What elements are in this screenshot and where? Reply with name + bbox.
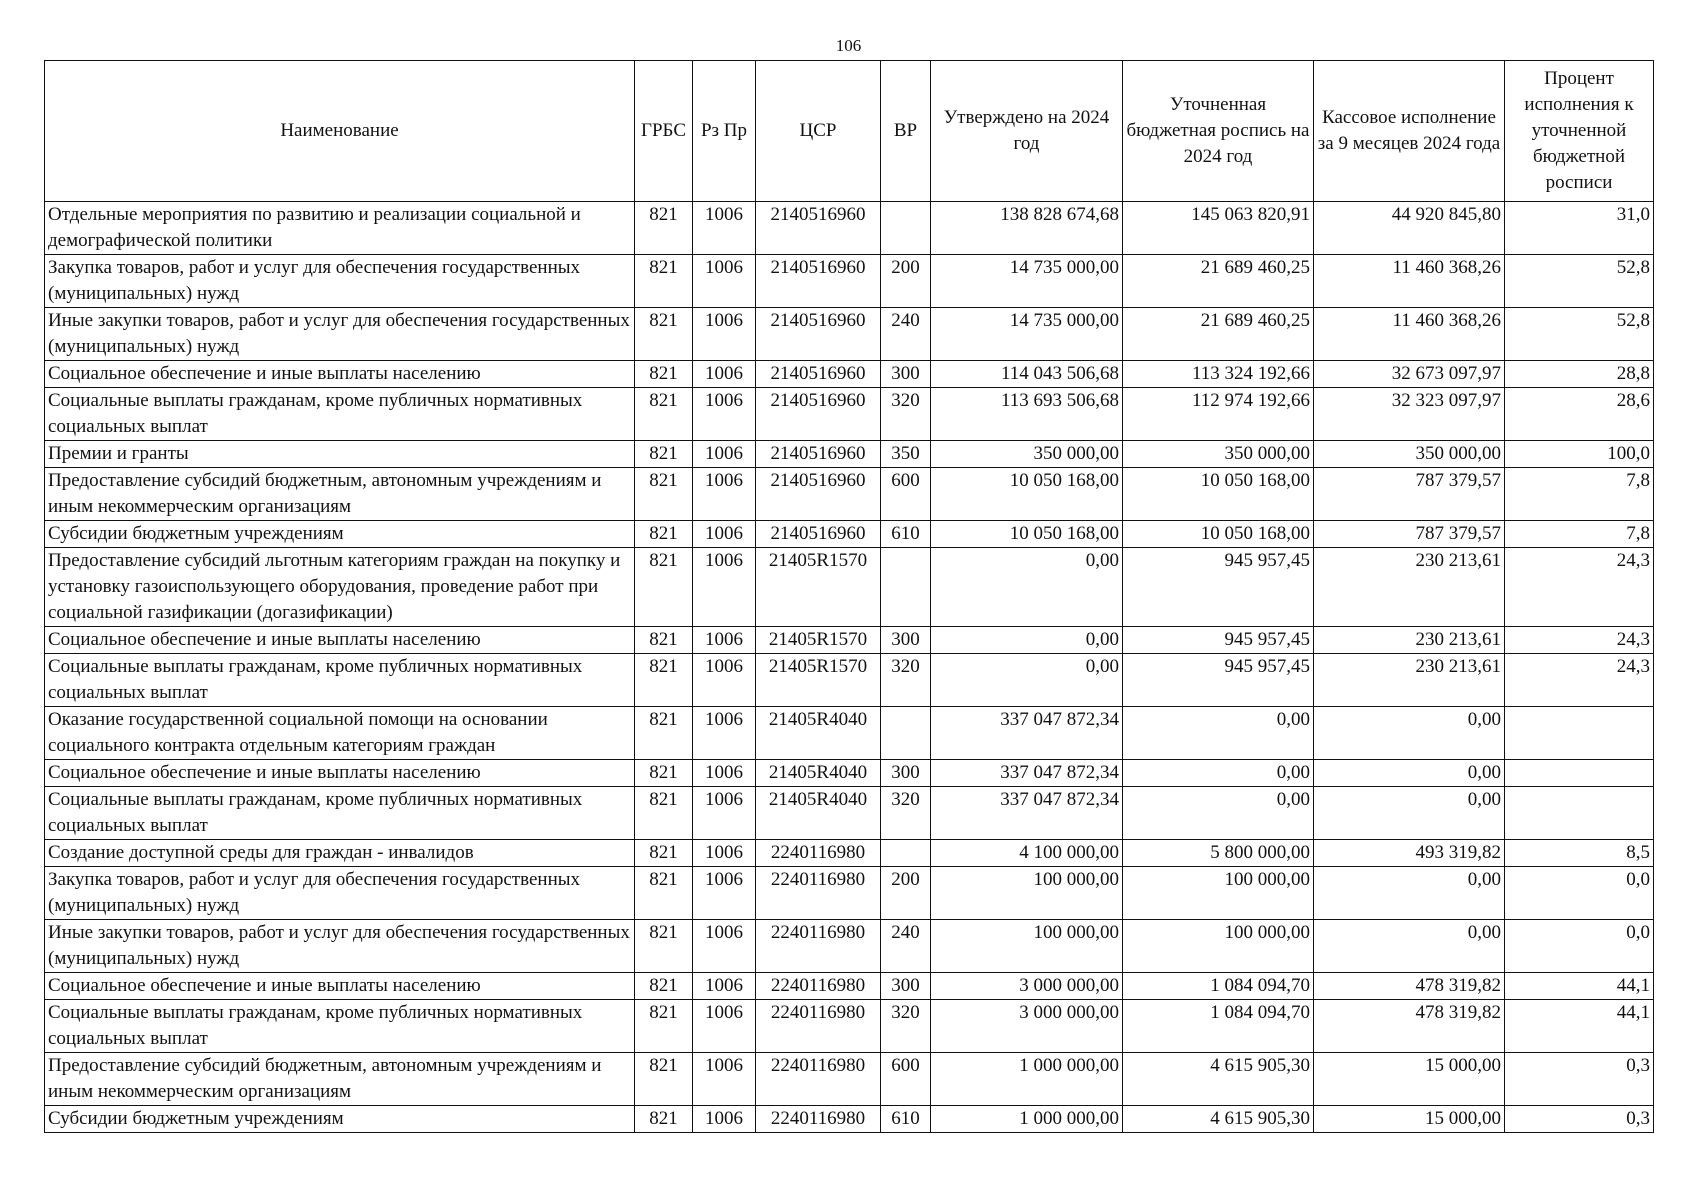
percent-cell: 52,8 xyxy=(1505,255,1654,308)
approved-cell: 350 000,00 xyxy=(931,441,1123,468)
revised-cell: 1 084 094,70 xyxy=(1123,973,1314,1000)
vr-cell: 320 xyxy=(881,654,931,707)
revised-cell: 945 957,45 xyxy=(1123,548,1314,627)
approved-cell: 0,00 xyxy=(931,548,1123,627)
csr-cell: 2140516960 xyxy=(756,388,881,441)
rzpr-cell: 1006 xyxy=(693,1053,756,1106)
rzpr-cell: 1006 xyxy=(693,308,756,361)
name-cell: Предоставление субсидий бюджетным, автономным учреждениям и иным некоммерческим организациям xyxy=(45,1053,635,1106)
vr-cell: 320 xyxy=(881,1000,931,1053)
name-cell: Социальные выплаты гражданам, кроме публичных нормативных социальных выплат xyxy=(45,787,635,840)
grbs-cell: 821 xyxy=(635,1000,693,1053)
rzpr-cell: 1006 xyxy=(693,627,756,654)
csr-cell: 21405R4040 xyxy=(756,760,881,787)
csr-cell: 2240116980 xyxy=(756,1053,881,1106)
csr-cell: 2240116980 xyxy=(756,920,881,973)
column-header-csr: ЦСР xyxy=(756,61,881,202)
vr-cell: 200 xyxy=(881,867,931,920)
column-header-revised: Уточненная бюджетная роспись на 2024 год xyxy=(1123,61,1314,202)
table-row xyxy=(45,973,1654,1000)
rzpr-cell: 1006 xyxy=(693,468,756,521)
approved-cell: 1 000 000,00 xyxy=(931,1053,1123,1106)
approved-cell: 337 047 872,34 xyxy=(931,707,1123,760)
cash-execution-cell: 44 920 845,80 xyxy=(1314,202,1505,255)
csr-cell: 2140516960 xyxy=(756,441,881,468)
percent-cell: 24,3 xyxy=(1505,654,1654,707)
grbs-cell: 821 xyxy=(635,521,693,548)
name-cell: Социальные выплаты гражданам, кроме публичных нормативных социальных выплат xyxy=(45,388,635,441)
revised-cell: 945 957,45 xyxy=(1123,627,1314,654)
cash-execution-cell: 0,00 xyxy=(1314,787,1505,840)
approved-cell: 10 050 168,00 xyxy=(931,521,1123,548)
vr-cell xyxy=(881,707,931,760)
name-cell: Предоставление субсидий бюджетным, автономным учреждениям и иным некоммерческим организациям xyxy=(45,468,635,521)
cash-execution-cell: 787 379,57 xyxy=(1314,468,1505,521)
rzpr-cell: 1006 xyxy=(693,973,756,1000)
cash-execution-cell: 478 319,82 xyxy=(1314,1000,1505,1053)
grbs-cell: 821 xyxy=(635,468,693,521)
vr-cell: 350 xyxy=(881,441,931,468)
revised-cell: 10 050 168,00 xyxy=(1123,468,1314,521)
revised-cell: 21 689 460,25 xyxy=(1123,308,1314,361)
rzpr-cell: 1006 xyxy=(693,361,756,388)
cash-execution-cell: 230 213,61 xyxy=(1314,548,1505,627)
approved-cell: 1 000 000,00 xyxy=(931,1106,1123,1133)
grbs-cell: 821 xyxy=(635,707,693,760)
percent-cell: 100,0 xyxy=(1505,441,1654,468)
rzpr-cell: 1006 xyxy=(693,1000,756,1053)
table-row xyxy=(45,388,1654,441)
csr-cell: 2140516960 xyxy=(756,468,881,521)
name-cell: Предоставление субсидий льготным категориям граждан на покупку и установку газоиспользующего оборудования, проведение работ при социальной газификации (догазификации) xyxy=(45,548,635,627)
rzpr-cell: 1006 xyxy=(693,388,756,441)
percent-cell: 7,8 xyxy=(1505,468,1654,521)
table-row xyxy=(45,867,1654,920)
percent-cell: 7,8 xyxy=(1505,521,1654,548)
table-row xyxy=(45,308,1654,361)
csr-cell: 2140516960 xyxy=(756,255,881,308)
approved-cell: 337 047 872,34 xyxy=(931,760,1123,787)
table-row xyxy=(45,1053,1654,1106)
cash-execution-cell: 15 000,00 xyxy=(1314,1053,1505,1106)
percent-cell: 31,0 xyxy=(1505,202,1654,255)
percent-cell: 0,0 xyxy=(1505,920,1654,973)
revised-cell: 0,00 xyxy=(1123,707,1314,760)
rzpr-cell: 1006 xyxy=(693,441,756,468)
name-cell: Иные закупки товаров, работ и услуг для обеспечения государственных (муниципальных) нужд xyxy=(45,308,635,361)
vr-cell: 300 xyxy=(881,973,931,1000)
approved-cell: 337 047 872,34 xyxy=(931,787,1123,840)
csr-cell: 21405R1570 xyxy=(756,548,881,627)
csr-cell: 2140516960 xyxy=(756,308,881,361)
approved-cell: 114 043 506,68 xyxy=(931,361,1123,388)
name-cell: Оказание государственной социальной помощи на основании социального контракта отдельным категориям граждан xyxy=(45,707,635,760)
cash-execution-cell: 478 319,82 xyxy=(1314,973,1505,1000)
table-row xyxy=(45,1000,1654,1053)
column-header-grbs: ГРБС xyxy=(635,61,693,202)
percent-cell: 0,3 xyxy=(1505,1053,1654,1106)
revised-cell: 4 615 905,30 xyxy=(1123,1106,1314,1133)
csr-cell: 21405R1570 xyxy=(756,627,881,654)
revised-cell: 145 063 820,91 xyxy=(1123,202,1314,255)
percent-cell: 44,1 xyxy=(1505,1000,1654,1053)
percent-cell: 28,8 xyxy=(1505,361,1654,388)
revised-cell: 945 957,45 xyxy=(1123,654,1314,707)
table-row xyxy=(45,521,1654,548)
table-row xyxy=(45,627,1654,654)
name-cell: Социальное обеспечение и иные выплаты населению xyxy=(45,973,635,1000)
rzpr-cell: 1006 xyxy=(693,760,756,787)
grbs-cell: 821 xyxy=(635,973,693,1000)
page-number: 106 xyxy=(835,36,862,55)
cash-execution-cell: 32 673 097,97 xyxy=(1314,361,1505,388)
name-cell: Закупка товаров, работ и услуг для обеспечения государственных (муниципальных) нужд xyxy=(45,867,635,920)
grbs-cell: 821 xyxy=(635,255,693,308)
column-header-percent: Процент исполнения к уточненной бюджетной росписи xyxy=(1505,61,1654,202)
approved-cell: 10 050 168,00 xyxy=(931,468,1123,521)
grbs-cell: 821 xyxy=(635,840,693,867)
grbs-cell: 821 xyxy=(635,1106,693,1133)
percent-cell xyxy=(1505,707,1654,760)
percent-cell: 44,1 xyxy=(1505,973,1654,1000)
name-cell: Социальное обеспечение и иные выплаты населению xyxy=(45,627,635,654)
percent-cell: 52,8 xyxy=(1505,308,1654,361)
cash-execution-cell: 493 319,82 xyxy=(1314,840,1505,867)
cash-execution-cell: 11 460 368,26 xyxy=(1314,308,1505,361)
revised-cell: 0,00 xyxy=(1123,787,1314,840)
cash-execution-cell: 787 379,57 xyxy=(1314,521,1505,548)
table-row xyxy=(45,255,1654,308)
grbs-cell: 821 xyxy=(635,760,693,787)
cash-execution-cell: 350 000,00 xyxy=(1314,441,1505,468)
vr-cell: 200 xyxy=(881,255,931,308)
cash-execution-cell: 15 000,00 xyxy=(1314,1106,1505,1133)
percent-cell: 0,0 xyxy=(1505,867,1654,920)
csr-cell: 2240116980 xyxy=(756,1000,881,1053)
column-header-vr: ВР xyxy=(881,61,931,202)
approved-cell: 100 000,00 xyxy=(931,867,1123,920)
vr-cell: 300 xyxy=(881,760,931,787)
percent-cell: 8,5 xyxy=(1505,840,1654,867)
name-cell: Социальное обеспечение и иные выплаты населению xyxy=(45,361,635,388)
table-row xyxy=(45,920,1654,973)
percent-cell: 24,3 xyxy=(1505,548,1654,627)
csr-cell: 21405R1570 xyxy=(756,654,881,707)
vr-cell: 610 xyxy=(881,521,931,548)
revised-cell: 21 689 460,25 xyxy=(1123,255,1314,308)
csr-cell: 2140516960 xyxy=(756,202,881,255)
grbs-cell: 821 xyxy=(635,308,693,361)
grbs-cell: 821 xyxy=(635,441,693,468)
revised-cell: 112 974 192,66 xyxy=(1123,388,1314,441)
column-header-approved: Утверждено на 2024 год xyxy=(931,61,1123,202)
table-row xyxy=(45,707,1654,760)
revised-cell: 100 000,00 xyxy=(1123,920,1314,973)
revised-cell: 100 000,00 xyxy=(1123,867,1314,920)
name-cell: Социальное обеспечение и иные выплаты населению xyxy=(45,760,635,787)
name-cell: Субсидии бюджетным учреждениям xyxy=(45,521,635,548)
grbs-cell: 821 xyxy=(635,1053,693,1106)
column-header-cash-execution: Кассовое исполнение за 9 месяцев 2024 года xyxy=(1314,61,1505,202)
approved-cell: 3 000 000,00 xyxy=(931,973,1123,1000)
rzpr-cell: 1006 xyxy=(693,202,756,255)
rzpr-cell: 1006 xyxy=(693,521,756,548)
vr-cell: 610 xyxy=(881,1106,931,1133)
percent-cell: 28,6 xyxy=(1505,388,1654,441)
csr-cell: 2140516960 xyxy=(756,361,881,388)
approved-cell: 4 100 000,00 xyxy=(931,840,1123,867)
column-header-name: Наименование xyxy=(45,61,635,202)
percent-cell xyxy=(1505,787,1654,840)
revised-cell: 1 084 094,70 xyxy=(1123,1000,1314,1053)
rzpr-cell: 1006 xyxy=(693,787,756,840)
grbs-cell: 821 xyxy=(635,867,693,920)
csr-cell: 2240116980 xyxy=(756,973,881,1000)
vr-cell: 320 xyxy=(881,388,931,441)
grbs-cell: 821 xyxy=(635,361,693,388)
name-cell: Премии и гранты xyxy=(45,441,635,468)
rzpr-cell: 1006 xyxy=(693,707,756,760)
cash-execution-cell: 0,00 xyxy=(1314,920,1505,973)
rzpr-cell: 1006 xyxy=(693,548,756,627)
table-row xyxy=(45,1106,1654,1133)
csr-cell: 21405R4040 xyxy=(756,787,881,840)
table-body xyxy=(45,202,1654,1133)
grbs-cell: 821 xyxy=(635,787,693,840)
table-row xyxy=(45,548,1654,627)
vr-cell: 600 xyxy=(881,468,931,521)
name-cell: Социальные выплаты гражданам, кроме публичных нормативных социальных выплат xyxy=(45,654,635,707)
approved-cell: 100 000,00 xyxy=(931,920,1123,973)
approved-cell: 3 000 000,00 xyxy=(931,1000,1123,1053)
rzpr-cell: 1006 xyxy=(693,920,756,973)
percent-cell: 0,3 xyxy=(1505,1106,1654,1133)
cash-execution-cell: 0,00 xyxy=(1314,867,1505,920)
rzpr-cell: 1006 xyxy=(693,654,756,707)
percent-cell: 24,3 xyxy=(1505,627,1654,654)
name-cell: Закупка товаров, работ и услуг для обеспечения государственных (муниципальных) нужд xyxy=(45,255,635,308)
table-row xyxy=(45,654,1654,707)
table-row xyxy=(45,840,1654,867)
approved-cell: 113 693 506,68 xyxy=(931,388,1123,441)
rzpr-cell: 1006 xyxy=(693,255,756,308)
grbs-cell: 821 xyxy=(635,388,693,441)
name-cell: Создание доступной среды для граждан - инвалидов xyxy=(45,840,635,867)
vr-cell: 300 xyxy=(881,361,931,388)
approved-cell: 14 735 000,00 xyxy=(931,255,1123,308)
vr-cell: 320 xyxy=(881,787,931,840)
table-row xyxy=(45,760,1654,787)
revised-cell: 350 000,00 xyxy=(1123,441,1314,468)
cash-execution-cell: 230 213,61 xyxy=(1314,627,1505,654)
vr-cell: 600 xyxy=(881,1053,931,1106)
name-cell: Иные закупки товаров, работ и услуг для обеспечения государственных (муниципальных) нужд xyxy=(45,920,635,973)
cash-execution-cell: 11 460 368,26 xyxy=(1314,255,1505,308)
cash-execution-cell: 0,00 xyxy=(1314,760,1505,787)
approved-cell: 138 828 674,68 xyxy=(931,202,1123,255)
table-row xyxy=(45,787,1654,840)
vr-cell xyxy=(881,202,931,255)
rzpr-cell: 1006 xyxy=(693,840,756,867)
table-row xyxy=(45,202,1654,255)
csr-cell: 2240116980 xyxy=(756,840,881,867)
csr-cell: 2140516960 xyxy=(756,521,881,548)
vr-cell: 300 xyxy=(881,627,931,654)
budget-table xyxy=(44,60,1654,1133)
table-row xyxy=(45,468,1654,521)
name-cell: Отдельные мероприятия по развитию и реализации социальной и демографической политики xyxy=(45,202,635,255)
header-row xyxy=(45,61,1654,202)
table-row xyxy=(45,441,1654,468)
grbs-cell: 821 xyxy=(635,627,693,654)
revised-cell: 4 615 905,30 xyxy=(1123,1053,1314,1106)
revised-cell: 113 324 192,66 xyxy=(1123,361,1314,388)
grbs-cell: 821 xyxy=(635,654,693,707)
cash-execution-cell: 230 213,61 xyxy=(1314,654,1505,707)
vr-cell xyxy=(881,548,931,627)
grbs-cell: 821 xyxy=(635,920,693,973)
approved-cell: 0,00 xyxy=(931,627,1123,654)
column-header-rzpr: Рз Пр xyxy=(693,61,756,202)
cash-execution-cell: 32 323 097,97 xyxy=(1314,388,1505,441)
approved-cell: 14 735 000,00 xyxy=(931,308,1123,361)
cash-execution-cell: 0,00 xyxy=(1314,707,1505,760)
vr-cell xyxy=(881,840,931,867)
revised-cell: 5 800 000,00 xyxy=(1123,840,1314,867)
name-cell: Субсидии бюджетным учреждениям xyxy=(45,1106,635,1133)
revised-cell: 10 050 168,00 xyxy=(1123,521,1314,548)
revised-cell: 0,00 xyxy=(1123,760,1314,787)
csr-cell: 2240116980 xyxy=(756,867,881,920)
vr-cell: 240 xyxy=(881,308,931,361)
table-row xyxy=(45,361,1654,388)
grbs-cell: 821 xyxy=(635,202,693,255)
approved-cell: 0,00 xyxy=(931,654,1123,707)
csr-cell: 2240116980 xyxy=(756,1106,881,1133)
percent-cell xyxy=(1505,760,1654,787)
vr-cell: 240 xyxy=(881,920,931,973)
rzpr-cell: 1006 xyxy=(693,1106,756,1133)
grbs-cell: 821 xyxy=(635,548,693,627)
name-cell: Социальные выплаты гражданам, кроме публичных нормативных социальных выплат xyxy=(45,1000,635,1053)
rzpr-cell: 1006 xyxy=(693,867,756,920)
csr-cell: 21405R4040 xyxy=(756,707,881,760)
